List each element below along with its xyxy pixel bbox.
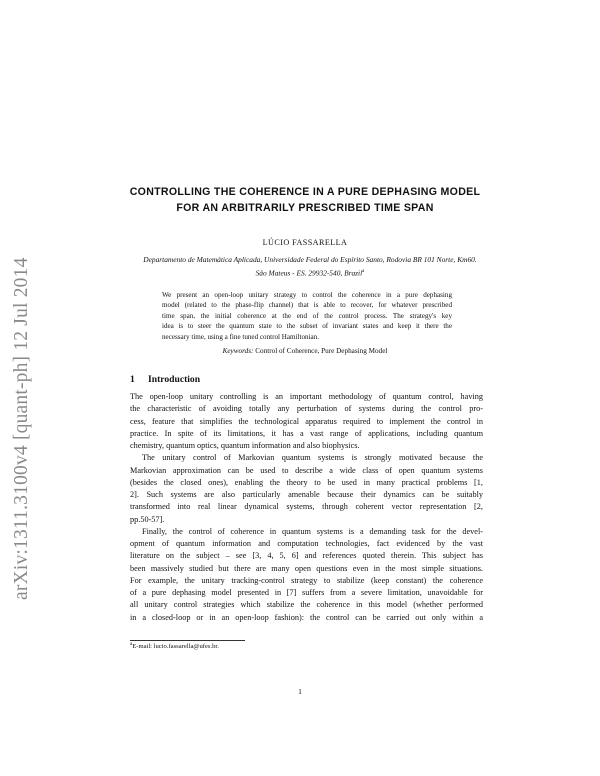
body-line: of a pure dephasing model presented in [7] suffers from a severe limitation, unavoidable for (130, 588, 483, 597)
page-number: 1 (298, 687, 302, 696)
body-text (130, 391, 483, 624)
body-line: transformed into real linear dynamical systems, through coherent vector representation [2, (130, 502, 483, 512)
section-heading (130, 374, 200, 385)
footnote-mark: a (362, 269, 365, 274)
body-line: in a closed-loop or in an open-loop fashion): the control can be carried out only within a (130, 612, 483, 622)
footnote (130, 642, 219, 650)
footnote-rule (130, 640, 245, 641)
abstract-line: model (related to the phase-flip channel) that is able to recover, for whatever prescribed (162, 301, 452, 310)
abstract-line: idea is to steer the quantum state to the subset of invariant states and keep it there the (162, 322, 452, 331)
affiliation-line-1: Departamento de Matemática Aplicada, Universidade Federal do Espírito Santo, Rodovia BR 101 Norte, Km60. (143, 255, 477, 264)
body-line: the characteristic of avoiding totally any perturbation of systems during the control pro- (130, 404, 483, 414)
paper-title-line-2: FOR AN ARBITRARILY PRESCRIBED TIME SPAN (176, 202, 434, 214)
keywords-text: Control of Coherence, Pure Dephasing Model (255, 347, 388, 355)
body-line: opment of quantum information and computation technologies, fact evidenced by the vast (130, 539, 483, 548)
body-line: practice. In spite of its limitations, it has a vast range of applications, including quantum (130, 428, 483, 438)
body-line: The open-loop unitary controlling is an important methodology of quantum control, having (130, 392, 483, 401)
arxiv-identifier[interactable]: arXiv:1311.3100v4 [quant-ph] 12 Jul 2014 (11, 257, 32, 600)
abstract-line: We present an open-loop unitary strategy to control the coherence in a pure dephasing (162, 291, 452, 299)
body-line: literature on the subject – see [3, 4, 5, 6] and references quoted therein. This subject has (130, 551, 483, 561)
body-line: Finally, the control of coherence in quantum systems is a demanding task for the devel- (142, 526, 483, 536)
body-line: cess, feature that simplifies the technological apparatus required to implement the control in (130, 416, 483, 426)
body-line: pp.50-57]. (130, 514, 165, 524)
abstract-line: necessary time, using a fine tuned control Hamiltonian. (162, 332, 320, 341)
author-name: LÚCIO FASSARELLA (262, 238, 348, 247)
body-line: all unitary control strategies which stabilize the coherence in this model (whether performed (130, 600, 483, 610)
section-title: Introduction (148, 374, 201, 385)
footnote-marker: a (130, 642, 133, 647)
body-line: chemistry, quantum optics, quantum information and also biophysics. (130, 441, 360, 450)
body-line: 2]. Such systems are also particularly amenable because their dynamics can be suitably (130, 490, 483, 499)
body-line: Markovian approximation can be used to describe a wide class of open quantum systems (130, 465, 483, 475)
body-line: (besides the closed ones), enabling the theory to be used in many practical problems [1, (130, 477, 483, 487)
section-number: 1 (130, 374, 135, 385)
keywords (100, 347, 510, 355)
affiliation-line-2 (120, 266, 500, 278)
footnote-email[interactable]: E-mail: lucio.fassarella@ufes.br. (132, 643, 219, 651)
affiliation-line-2-text: São Mateus - ES. 29932-540, Brazil (255, 268, 363, 278)
body-line: The unitary control of Markovian quantum systems is strongly motivated because the (142, 453, 483, 463)
paper-title-line-1: CONTROLLING THE COHERENCE IN A PURE DEPHASING MODEL (129, 186, 481, 198)
abstract-line: time span, the initial coherence at the end of the control process. The strategy's key (162, 311, 452, 320)
keywords-label: Keywords: (222, 347, 254, 355)
body-line: For example, the unitary tracking-control strategy to stabilize (keep constant) the coherence (130, 575, 483, 585)
body-line: been massively studied but there are many open questions even in the most simple situations. (130, 563, 483, 573)
abstract (162, 290, 452, 342)
